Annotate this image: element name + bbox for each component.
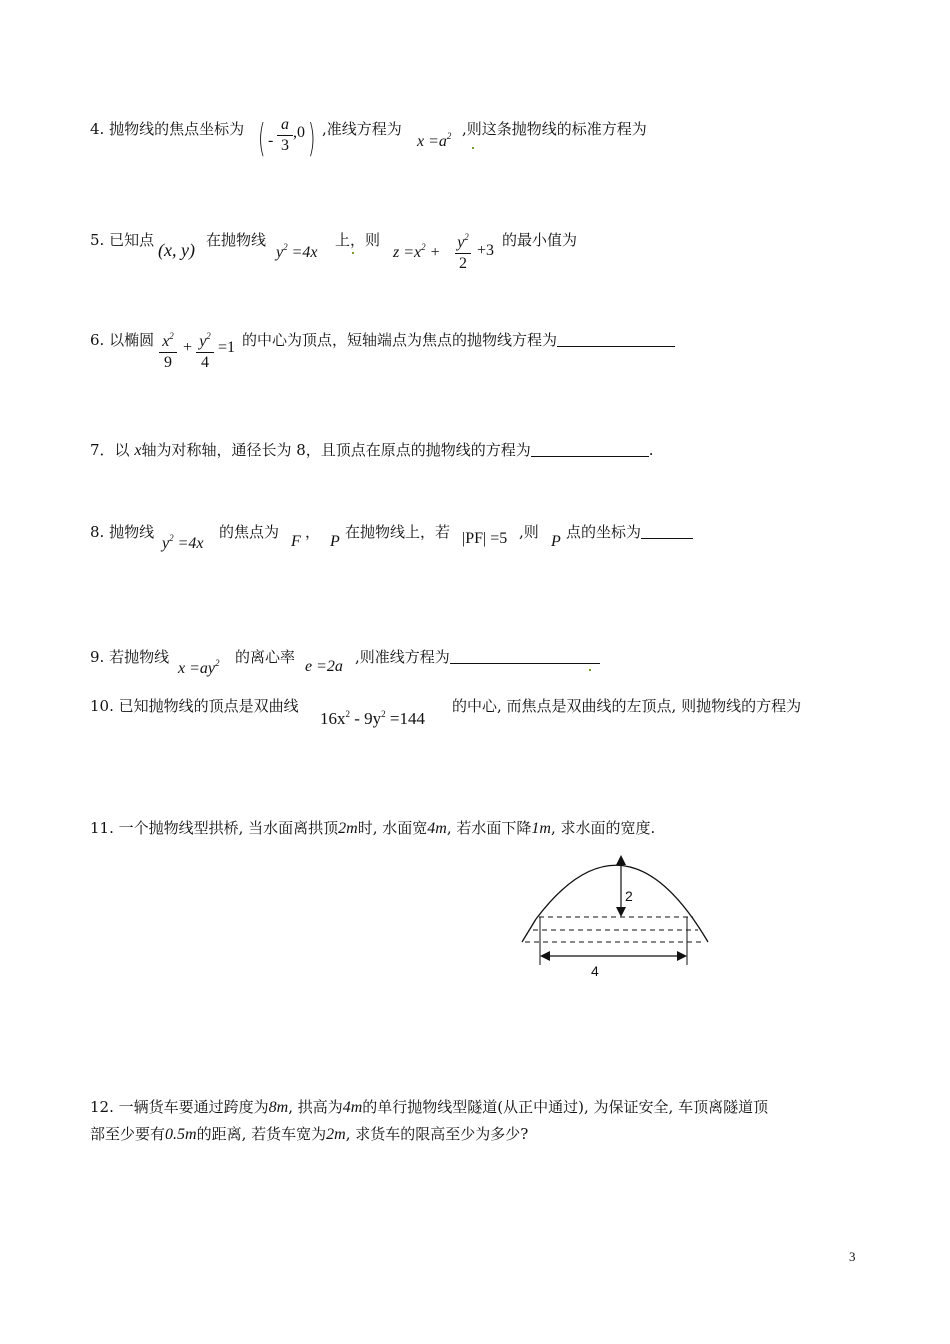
q5-frac-den: 2 xyxy=(459,255,467,272)
q8-tail xyxy=(566,522,693,542)
q9-curve-sq: 2 xyxy=(215,658,220,668)
q9-mid: 的离心率 xyxy=(235,648,296,666)
q9-tail xyxy=(355,647,600,667)
height-arrow-bottom xyxy=(616,907,626,917)
q12-line2-tail: , 求货车的限高至少为多少? xyxy=(345,1125,529,1143)
q10-lead: 10. 已知抛物线的顶点是双曲线 xyxy=(90,697,299,715)
q9-tail-text: ,则准线方程为 xyxy=(355,648,450,666)
q5-frac-num xyxy=(455,228,471,252)
q9-marker xyxy=(589,659,591,677)
q10-sq-a: 2 xyxy=(345,709,350,719)
q9-curve xyxy=(178,658,220,678)
q6-frac-x-num xyxy=(159,327,177,351)
q11-lead: 11. 一个抛物线型拱桥, 当水面离拱顶 xyxy=(90,819,339,837)
q7-lead: 7．以 xyxy=(90,441,130,459)
q10-eq-b: - 9y xyxy=(350,709,382,728)
q4-frac-den: 3 xyxy=(281,137,289,154)
q6-lead: 6. 以椭圆 xyxy=(90,331,155,349)
q8-pf: |PF| =5 xyxy=(462,530,508,547)
q12-v2: 4m xyxy=(342,1099,363,1116)
q12-line2-lead: 部至少要有 xyxy=(90,1125,166,1143)
q6-answer-blank xyxy=(557,332,675,347)
q8-P: P xyxy=(330,533,340,550)
q5-lead: 5. 已知点 xyxy=(90,231,155,249)
q6-frac-y xyxy=(196,327,214,372)
q6-x-sq: 2 xyxy=(169,331,174,341)
q5-frac-bar xyxy=(455,253,471,254)
width-label: 4 xyxy=(591,963,599,979)
q9-curve-eq: x =ay xyxy=(178,660,215,677)
q6-frac-x-bar xyxy=(159,352,177,353)
q12-v4: 2m xyxy=(326,1126,346,1143)
q5-z-sq: 2 xyxy=(421,242,426,252)
q7-line xyxy=(90,440,654,461)
q8-lead: 8. 抛物线 xyxy=(90,523,155,541)
q7-mid: 轴为对称轴，通径长为 8，且顶点在原点的抛物线的方程为 xyxy=(141,441,531,459)
q8-curve-rest: =4x xyxy=(173,535,204,552)
q10-eq xyxy=(320,709,425,729)
q11-mid1: 时, 水面宽 xyxy=(357,819,428,837)
q4-mid: ,准线方程为 xyxy=(322,120,402,138)
q8-tail-text: 点的坐标为 xyxy=(566,523,642,541)
q4-fraction xyxy=(277,116,293,155)
page-number: 3 xyxy=(849,1249,856,1264)
q8-mid2: 在抛物线上，若 xyxy=(345,523,451,541)
q8-mid1: 的焦点为 xyxy=(219,523,280,541)
q4-frac-bar xyxy=(277,135,293,136)
q8-answer-blank xyxy=(641,524,693,539)
q8-curve xyxy=(162,533,204,553)
q12-lead: 12. 一辆货车要通过跨度为 xyxy=(90,1098,269,1116)
q9-answer-blank xyxy=(450,649,600,664)
q6-frac-x xyxy=(159,327,177,372)
q6-tail xyxy=(242,330,675,350)
q11-v3: 1m xyxy=(531,820,551,837)
q12-v1: 8m xyxy=(268,1099,289,1116)
q6-plus: + xyxy=(183,339,193,356)
q7-end: . xyxy=(648,441,654,459)
q5-curve xyxy=(276,242,318,262)
q4-sq: 2 xyxy=(446,131,452,141)
q10-sq-b: 2 xyxy=(381,709,386,719)
q10-eq-c: =144 xyxy=(385,709,426,728)
q4-lead: 4. 抛物线的焦点坐标为 xyxy=(90,120,245,138)
q12-line-1 xyxy=(90,1097,768,1118)
q5-mid2: 上，则 xyxy=(335,231,381,249)
q5-plus3: +3 xyxy=(477,242,495,259)
q4-tail: ,则这条抛物线的标准方程为 xyxy=(462,120,647,138)
q8-curve-y: y xyxy=(162,535,170,552)
q12-mid1: , 拱高为 xyxy=(288,1098,343,1116)
width-arrow-left xyxy=(540,951,550,961)
q12-line2-mid: 的距离, 若货车宽为 xyxy=(196,1125,327,1143)
q5-tail: 的最小值为 xyxy=(502,231,578,249)
width-arrow-right xyxy=(677,951,687,961)
q8-mid3: ,则 xyxy=(519,523,539,541)
q11-v1: 2m xyxy=(338,820,358,837)
q6-frac-y-bar xyxy=(196,352,214,353)
q4-right-paren: ) xyxy=(308,116,316,160)
q11-line xyxy=(90,818,655,839)
q12-mid2: 的单行抛物线型隧道(从正中通过), 为保证安全, 车顶离隧道顶 xyxy=(362,1098,769,1116)
q12-v3: 0.5m xyxy=(165,1126,197,1143)
q8-F: F xyxy=(291,533,301,550)
q11-tail: , 求水面的宽度. xyxy=(550,819,656,837)
q10-eq-a: 16x xyxy=(320,709,346,728)
q4-directrix xyxy=(417,131,451,151)
q6-y-sq: 2 xyxy=(206,331,211,341)
q6-four: 4 xyxy=(201,354,209,371)
q5-marker xyxy=(352,242,354,260)
q6-nine: 9 xyxy=(164,354,172,371)
q9-e: e =2a xyxy=(305,658,343,675)
height-label: 2 xyxy=(625,888,633,904)
q5-curve-sq: 2 xyxy=(283,242,288,252)
q6-x: x xyxy=(162,333,170,350)
q5-curve-y: y xyxy=(276,244,284,261)
q4-left-paren: ( xyxy=(258,116,266,160)
q5-mid1: 在抛物线 xyxy=(206,231,267,249)
q5-plus: + xyxy=(425,244,441,261)
q9-lead: 9. 若抛物线 xyxy=(90,648,170,666)
q7-answer-blank xyxy=(531,442,649,457)
q10-tail: 的中心, 而焦点是双曲线的左顶点, 则抛物线的方程为 xyxy=(452,697,802,715)
q4-frac-num: a xyxy=(281,116,289,133)
q5-point: (x, y) xyxy=(158,240,195,260)
q5-z-eq: z =x xyxy=(393,244,422,261)
q5-curve-rest: =4x xyxy=(287,244,318,261)
q4-minus: - xyxy=(268,132,274,149)
height-arrow-top xyxy=(616,855,626,865)
q4-directrix-eq: x =a xyxy=(417,133,447,150)
q12-line-2 xyxy=(90,1124,528,1145)
q6-y: y xyxy=(199,333,207,350)
q6-eq1: =1 xyxy=(218,339,236,356)
q5-frac-num-sq: 2 xyxy=(464,232,469,242)
q8-curve-sq: 2 xyxy=(169,533,174,543)
q8-P2: P xyxy=(551,533,561,550)
q8-comma: ， xyxy=(305,523,321,541)
q11-v2: 4m xyxy=(427,820,447,837)
arch-bridge-figure xyxy=(515,845,715,980)
q5-fraction xyxy=(455,228,471,273)
q5-frac-num-y: y xyxy=(457,234,465,251)
q4-comma-zero: ,0 xyxy=(293,124,305,141)
q7-x: x xyxy=(134,442,142,459)
q6-tail-text: 的中心为顶点，短轴端点为焦点的抛物线方程为 xyxy=(242,331,558,349)
q6-frac-y-num xyxy=(196,327,214,351)
q4-marker xyxy=(472,137,474,155)
q11-mid2: , 若水面下降 xyxy=(446,819,532,837)
q5-z xyxy=(393,242,440,262)
